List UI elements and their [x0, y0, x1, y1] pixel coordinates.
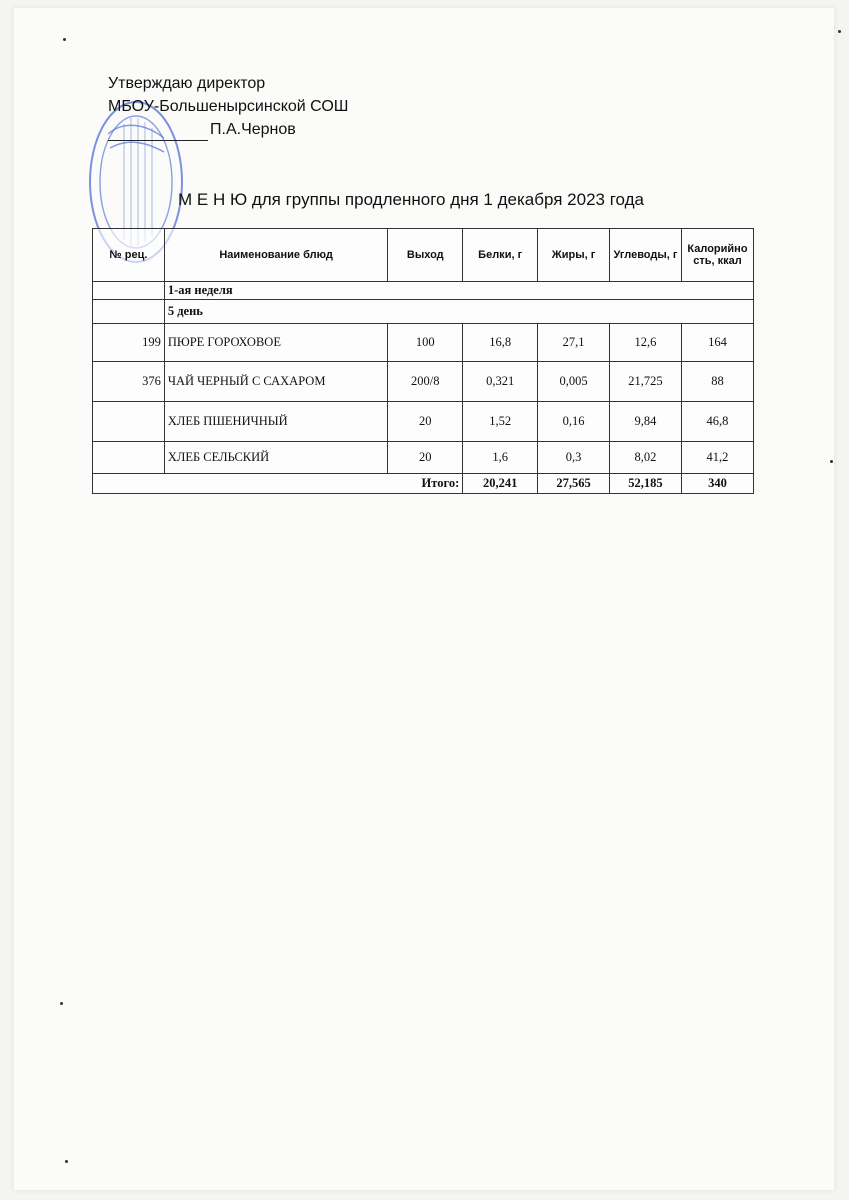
dish-name: ЧАЙ ЧЕРНЫЙ С САХАРОМ [164, 362, 388, 402]
scan-speck [65, 1160, 68, 1163]
total-fat: 27,565 [538, 474, 610, 494]
day-label: 5 день [164, 300, 753, 324]
approval-block [108, 72, 348, 141]
director-name: П.А.Чернов [210, 121, 296, 138]
protein-value: 1,6 [463, 442, 538, 474]
kcal-value: 88 [681, 362, 753, 402]
signature-blank [108, 140, 208, 141]
fat-value: 0,3 [538, 442, 610, 474]
dish-name: ПЮРЕ ГОРОХОВОЕ [164, 324, 388, 362]
portion-output: 100 [388, 324, 463, 362]
day-row [93, 300, 754, 324]
scan-speck [60, 1002, 63, 1005]
total-label: Итого: [93, 474, 463, 494]
col-header: Выход [388, 229, 463, 282]
carb-value: 9,84 [610, 402, 682, 442]
scan-speck [63, 38, 66, 41]
scan-speck [838, 30, 841, 33]
col-header: Наименование блюд [164, 229, 388, 282]
school-name: МБОУ-Большенырсинской СОШ [108, 98, 349, 115]
total-row [93, 474, 754, 494]
dish-name: ХЛЕБ СЕЛЬСКИЙ [164, 442, 388, 474]
col-header: Белки, г [463, 229, 538, 282]
carb-value: 12,6 [610, 324, 682, 362]
fat-value: 0,16 [538, 402, 610, 442]
portion-output: 200/8 [388, 362, 463, 402]
dish-name: ХЛЕБ ПШЕНИЧНЫЙ [164, 402, 388, 442]
recipe-number [93, 402, 165, 442]
kcal-value: 164 [681, 324, 753, 362]
scan-speck [830, 460, 833, 463]
fat-value: 0,005 [538, 362, 610, 402]
total-carb: 52,185 [610, 474, 682, 494]
recipe-number [93, 442, 165, 474]
week-label: 1-ая неделя [164, 282, 753, 300]
protein-value: 1,52 [463, 402, 538, 442]
carb-value: 8,02 [610, 442, 682, 474]
table-row [93, 324, 754, 362]
col-header: № рец. [93, 229, 165, 282]
table-header-row [93, 229, 754, 282]
col-header: Калорийно сть, ккал [681, 229, 753, 282]
signature-line [108, 118, 348, 141]
recipe-number: 376 [93, 362, 165, 402]
protein-value: 0,321 [463, 362, 538, 402]
table-row [93, 402, 754, 442]
kcal-value: 46,8 [681, 402, 753, 442]
menu-title: М Е Н Ю для группы продленного дня 1 декабря 2023 года [178, 190, 645, 209]
total-kcal: 340 [681, 474, 753, 494]
table-row [93, 362, 754, 402]
col-header: Жиры, г [538, 229, 610, 282]
kcal-value: 41,2 [681, 442, 753, 474]
carb-value: 21,725 [610, 362, 682, 402]
fat-value: 27,1 [538, 324, 610, 362]
week-row [93, 282, 754, 300]
col-header: Углеводы, г [610, 229, 682, 282]
protein-value: 16,8 [463, 324, 538, 362]
table-row [93, 442, 754, 474]
approval-title: Утверждаю директор [108, 75, 266, 92]
total-protein: 20,241 [463, 474, 538, 494]
portion-output: 20 [388, 402, 463, 442]
menu-table [92, 228, 754, 494]
recipe-number: 199 [93, 324, 165, 362]
portion-output: 20 [388, 442, 463, 474]
